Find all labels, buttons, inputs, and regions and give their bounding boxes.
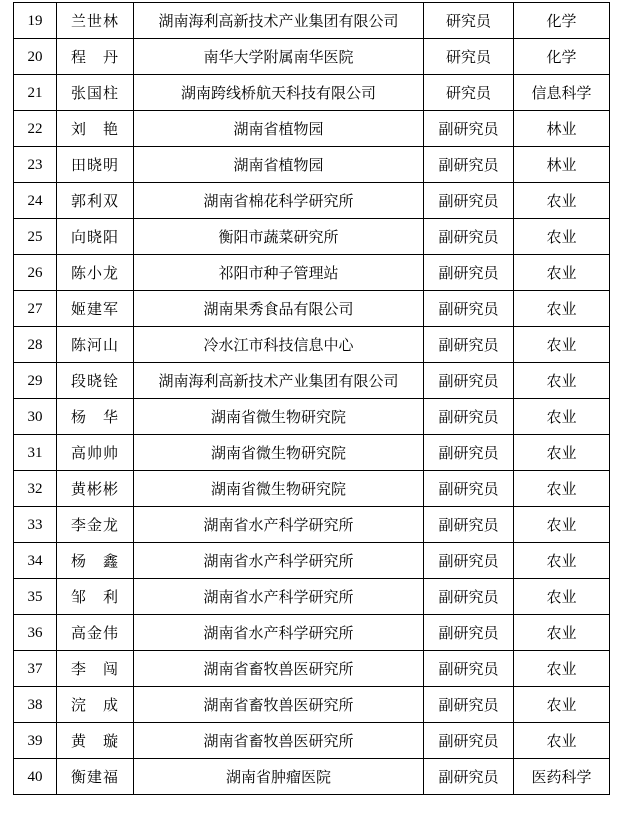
person-name-cell: 田晓明 bbox=[57, 147, 134, 183]
research-field-cell: 农业 bbox=[514, 255, 610, 291]
row-number-cell: 25 bbox=[14, 219, 57, 255]
person-name-cell: 杨 华 bbox=[57, 399, 134, 435]
row-number-cell: 28 bbox=[14, 327, 57, 363]
research-field-cell: 农业 bbox=[514, 183, 610, 219]
row-number-cell: 38 bbox=[14, 687, 57, 723]
job-title-cell: 副研究员 bbox=[424, 255, 514, 291]
row-number-cell: 27 bbox=[14, 291, 57, 327]
job-title-cell: 副研究员 bbox=[424, 651, 514, 687]
roster-table-body bbox=[14, 3, 610, 795]
organization-cell: 湖南省微生物研究院 bbox=[134, 435, 424, 471]
row-number-cell: 35 bbox=[14, 579, 57, 615]
row-number-cell: 20 bbox=[14, 39, 57, 75]
person-name-cell: 兰世林 bbox=[57, 3, 134, 39]
research-field-cell: 农业 bbox=[514, 363, 610, 399]
table-row bbox=[14, 687, 610, 723]
organization-cell: 湖南省畜牧兽医研究所 bbox=[134, 651, 424, 687]
organization-cell: 湖南省植物园 bbox=[134, 111, 424, 147]
job-title-cell: 副研究员 bbox=[424, 471, 514, 507]
job-title-cell: 副研究员 bbox=[424, 507, 514, 543]
row-number-cell: 39 bbox=[14, 723, 57, 759]
table-row bbox=[14, 363, 610, 399]
table-row bbox=[14, 3, 610, 39]
person-name-cell: 姬建军 bbox=[57, 291, 134, 327]
table-row bbox=[14, 615, 610, 651]
research-field-cell: 医药科学 bbox=[514, 759, 610, 795]
job-title-cell: 副研究员 bbox=[424, 723, 514, 759]
table-row bbox=[14, 471, 610, 507]
row-number-cell: 30 bbox=[14, 399, 57, 435]
research-field-cell: 林业 bbox=[514, 111, 610, 147]
person-name-cell: 黄彬彬 bbox=[57, 471, 134, 507]
research-field-cell: 农业 bbox=[514, 327, 610, 363]
research-field-cell: 农业 bbox=[514, 471, 610, 507]
table-row bbox=[14, 291, 610, 327]
job-title-cell: 副研究员 bbox=[424, 363, 514, 399]
job-title-cell: 研究员 bbox=[424, 39, 514, 75]
person-name-cell: 陈河山 bbox=[57, 327, 134, 363]
job-title-cell: 研究员 bbox=[424, 75, 514, 111]
research-field-cell: 农业 bbox=[514, 723, 610, 759]
person-name-cell: 程 丹 bbox=[57, 39, 134, 75]
person-name-cell: 浣 成 bbox=[57, 687, 134, 723]
research-field-cell: 农业 bbox=[514, 507, 610, 543]
table-row bbox=[14, 255, 610, 291]
row-number-cell: 34 bbox=[14, 543, 57, 579]
table-row bbox=[14, 219, 610, 255]
job-title-cell: 副研究员 bbox=[424, 687, 514, 723]
person-name-cell: 高帅帅 bbox=[57, 435, 134, 471]
person-name-cell: 高金伟 bbox=[57, 615, 134, 651]
job-title-cell: 副研究员 bbox=[424, 219, 514, 255]
research-field-cell: 化学 bbox=[514, 3, 610, 39]
job-title-cell: 副研究员 bbox=[424, 327, 514, 363]
organization-cell: 祁阳市种子管理站 bbox=[134, 255, 424, 291]
person-name-cell: 黄 璇 bbox=[57, 723, 134, 759]
organization-cell: 湖南省棉花科学研究所 bbox=[134, 183, 424, 219]
job-title-cell: 副研究员 bbox=[424, 615, 514, 651]
organization-cell: 湖南省植物园 bbox=[134, 147, 424, 183]
research-field-cell: 农业 bbox=[514, 219, 610, 255]
organization-cell: 衡阳市蔬菜研究所 bbox=[134, 219, 424, 255]
person-name-cell: 李 闯 bbox=[57, 651, 134, 687]
table-row bbox=[14, 759, 610, 795]
person-name-cell: 杨 鑫 bbox=[57, 543, 134, 579]
research-field-cell: 农业 bbox=[514, 399, 610, 435]
organization-cell: 湖南省微生物研究院 bbox=[134, 471, 424, 507]
research-field-cell: 农业 bbox=[514, 651, 610, 687]
organization-cell: 湖南省水产科学研究所 bbox=[134, 615, 424, 651]
table-row bbox=[14, 723, 610, 759]
research-field-cell: 信息科学 bbox=[514, 75, 610, 111]
person-name-cell: 郭利双 bbox=[57, 183, 134, 219]
research-field-cell: 农业 bbox=[514, 435, 610, 471]
research-field-cell: 农业 bbox=[514, 291, 610, 327]
table-row bbox=[14, 327, 610, 363]
research-field-cell: 林业 bbox=[514, 147, 610, 183]
research-field-cell: 农业 bbox=[514, 543, 610, 579]
job-title-cell: 研究员 bbox=[424, 3, 514, 39]
row-number-cell: 22 bbox=[14, 111, 57, 147]
job-title-cell: 副研究员 bbox=[424, 579, 514, 615]
row-number-cell: 26 bbox=[14, 255, 57, 291]
table-row bbox=[14, 435, 610, 471]
person-name-cell: 邹 利 bbox=[57, 579, 134, 615]
job-title-cell: 副研究员 bbox=[424, 435, 514, 471]
organization-cell: 湖南省微生物研究院 bbox=[134, 399, 424, 435]
table-row bbox=[14, 399, 610, 435]
research-field-cell: 农业 bbox=[514, 579, 610, 615]
job-title-cell: 副研究员 bbox=[424, 147, 514, 183]
organization-cell: 湖南果秀食品有限公司 bbox=[134, 291, 424, 327]
research-field-cell: 农业 bbox=[514, 687, 610, 723]
organization-cell: 湖南跨线桥航天科技有限公司 bbox=[134, 75, 424, 111]
row-number-cell: 40 bbox=[14, 759, 57, 795]
organization-cell: 湖南省畜牧兽医研究所 bbox=[134, 723, 424, 759]
row-number-cell: 32 bbox=[14, 471, 57, 507]
job-title-cell: 副研究员 bbox=[424, 759, 514, 795]
row-number-cell: 19 bbox=[14, 3, 57, 39]
table-row bbox=[14, 39, 610, 75]
table-row bbox=[14, 183, 610, 219]
table-row bbox=[14, 651, 610, 687]
person-name-cell: 向晓阳 bbox=[57, 219, 134, 255]
table-row bbox=[14, 507, 610, 543]
research-field-cell: 农业 bbox=[514, 615, 610, 651]
row-number-cell: 21 bbox=[14, 75, 57, 111]
row-number-cell: 36 bbox=[14, 615, 57, 651]
organization-cell: 湖南省水产科学研究所 bbox=[134, 579, 424, 615]
organization-cell: 湖南省畜牧兽医研究所 bbox=[134, 687, 424, 723]
research-field-cell: 化学 bbox=[514, 39, 610, 75]
row-number-cell: 23 bbox=[14, 147, 57, 183]
organization-cell: 南华大学附属南华医院 bbox=[134, 39, 424, 75]
table-row bbox=[14, 579, 610, 615]
person-name-cell: 张国柱 bbox=[57, 75, 134, 111]
organization-cell: 冷水江市科技信息中心 bbox=[134, 327, 424, 363]
job-title-cell: 副研究员 bbox=[424, 111, 514, 147]
person-name-cell: 刘 艳 bbox=[57, 111, 134, 147]
table-row bbox=[14, 147, 610, 183]
table-row bbox=[14, 543, 610, 579]
organization-cell: 湖南海利高新技术产业集团有限公司 bbox=[134, 363, 424, 399]
person-name-cell: 陈小龙 bbox=[57, 255, 134, 291]
table-row bbox=[14, 75, 610, 111]
organization-cell: 湖南省水产科学研究所 bbox=[134, 543, 424, 579]
row-number-cell: 37 bbox=[14, 651, 57, 687]
row-number-cell: 31 bbox=[14, 435, 57, 471]
job-title-cell: 副研究员 bbox=[424, 399, 514, 435]
person-name-cell: 段晓铨 bbox=[57, 363, 134, 399]
job-title-cell: 副研究员 bbox=[424, 183, 514, 219]
organization-cell: 湖南省水产科学研究所 bbox=[134, 507, 424, 543]
organization-cell: 湖南海利高新技术产业集团有限公司 bbox=[134, 3, 424, 39]
job-title-cell: 副研究员 bbox=[424, 543, 514, 579]
table-row bbox=[14, 111, 610, 147]
job-title-cell: 副研究员 bbox=[424, 291, 514, 327]
row-number-cell: 33 bbox=[14, 507, 57, 543]
row-number-cell: 29 bbox=[14, 363, 57, 399]
row-number-cell: 24 bbox=[14, 183, 57, 219]
person-name-cell: 衡建福 bbox=[57, 759, 134, 795]
organization-cell: 湖南省肿瘤医院 bbox=[134, 759, 424, 795]
roster-table bbox=[13, 2, 610, 795]
person-name-cell: 李金龙 bbox=[57, 507, 134, 543]
